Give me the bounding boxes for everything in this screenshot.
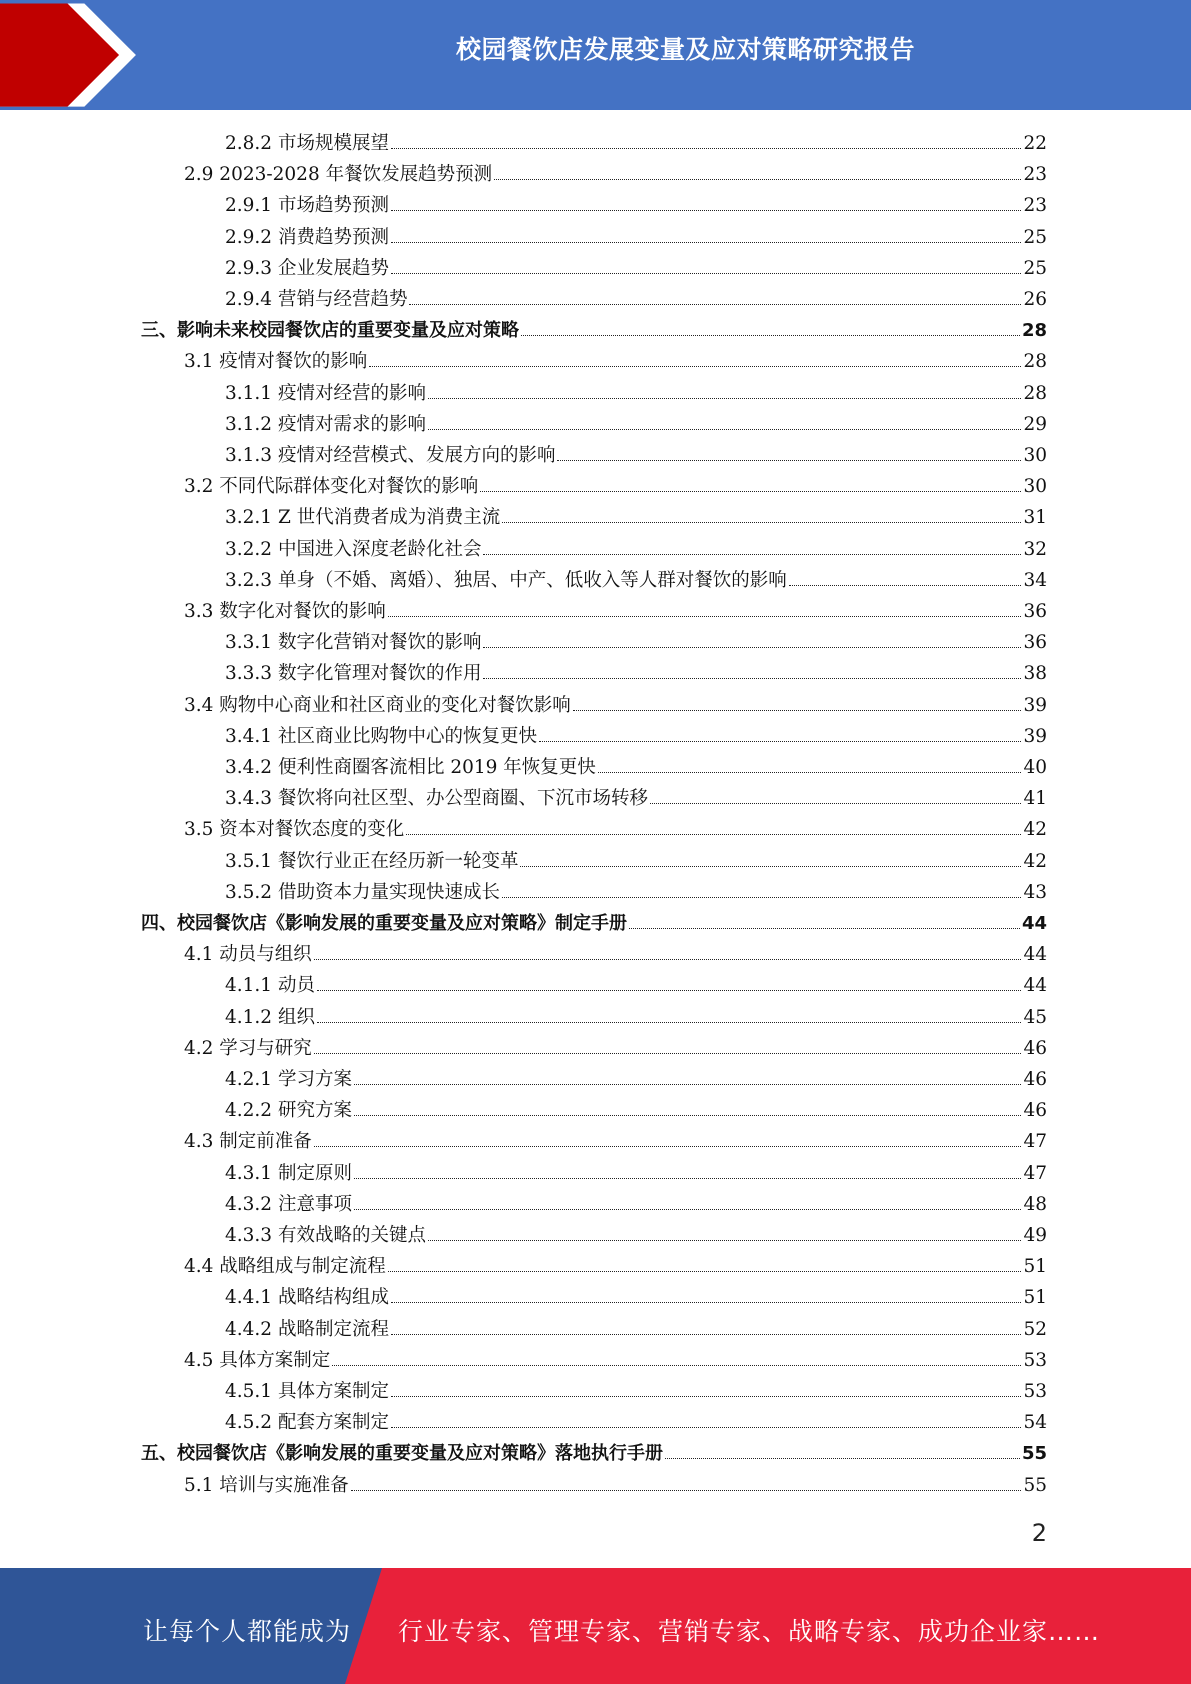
toc-entry-page: 45 <box>1023 1006 1047 1028</box>
toc-entry-label: 4.2.2 研究方案 <box>225 1100 352 1122</box>
toc-entry[interactable] <box>225 440 1047 471</box>
toc-entry[interactable] <box>184 346 1047 377</box>
toc-entry[interactable] <box>225 721 1047 752</box>
toc-entry[interactable] <box>225 1095 1047 1126</box>
toc-leader-dots <box>573 710 1022 711</box>
toc-leader-dots <box>483 678 1021 679</box>
toc-entry-label: 3.5.2 借助资本力量实现快速成长 <box>225 881 500 903</box>
footer-slogan-left: 让每个人都能成为 <box>143 1617 352 1646</box>
toc-entry[interactable] <box>184 1251 1047 1282</box>
toc-entry[interactable] <box>225 1376 1047 1407</box>
toc-entry-page: 39 <box>1023 694 1047 716</box>
toc-entry-page: 55 <box>1023 1474 1047 1496</box>
toc-leader-dots <box>665 1458 1020 1459</box>
toc-leader-dots <box>391 273 1021 274</box>
toc-entry-page: 51 <box>1023 1287 1047 1309</box>
toc-entry-page: 47 <box>1023 1162 1047 1184</box>
toc-entry-label: 4.2 学习与研究 <box>184 1037 312 1059</box>
toc-leader-dots <box>317 1022 1022 1023</box>
toc-entry[interactable] <box>184 939 1047 970</box>
toc-entry-label: 3.3 数字化对餐饮的影响 <box>184 601 386 622</box>
toc-entry[interactable] <box>225 1189 1047 1220</box>
page-header <box>0 0 1191 110</box>
toc-entry-label: 3.3.3 数字化管理对餐饮的作用 <box>225 663 482 685</box>
toc-entry[interactable] <box>184 1033 1047 1064</box>
toc-leader-dots <box>557 460 1021 461</box>
toc-entry-page: 46 <box>1023 1037 1047 1059</box>
toc-entry-label: 5.1 培训与实施准备 <box>184 1474 349 1496</box>
toc-entry-page: 32 <box>1023 538 1047 560</box>
toc-entry-label: 3.3.1 数字化营销对餐饮的影响 <box>225 632 482 654</box>
toc-entry-label: 4.4.1 战略结构组成 <box>225 1287 389 1309</box>
toc-entry-page: 25 <box>1023 257 1047 279</box>
toc-entry-page: 30 <box>1023 476 1047 498</box>
toc-leader-dots <box>428 429 1021 430</box>
toc-entry-label: 2.9 2023-2028 年餐饮发展趋势预测 <box>184 164 493 186</box>
toc-entry-page: 47 <box>1023 1131 1047 1153</box>
toc-leader-dots <box>354 1084 1022 1085</box>
toc-entry-page: 55 <box>1021 1443 1047 1465</box>
toc-entry-label: 三、影响未来校园餐饮店的重要变量及应对策略 <box>141 320 519 342</box>
toc-entry[interactable] <box>225 128 1047 159</box>
toc-entry-label: 3.1.2 疫情对需求的影响 <box>225 413 426 435</box>
toc-leader-dots <box>391 1427 1021 1428</box>
toc-leader-dots <box>391 242 1021 243</box>
toc-leader-dots <box>351 1490 1022 1491</box>
toc-entry-page: 36 <box>1023 601 1047 622</box>
toc-entry-page: 31 <box>1023 507 1047 529</box>
toc-entry[interactable] <box>225 846 1047 877</box>
toc-entry-label: 3.4.1 社区商业比购物中心的恢复更快 <box>225 725 537 747</box>
toc-entry-page: 23 <box>1023 164 1047 186</box>
toc-entry-page: 43 <box>1023 881 1047 903</box>
toc-entry[interactable] <box>184 1126 1047 1157</box>
toc-entry[interactable] <box>184 690 1047 721</box>
page-number: 2 <box>1031 1519 1047 1547</box>
toc-entry[interactable] <box>225 378 1047 409</box>
toc-entry-label: 4.1.1 动员 <box>225 975 315 997</box>
toc-leader-dots <box>539 741 1021 742</box>
header-arrow-decoration <box>0 0 150 110</box>
toc-entry-page: 28 <box>1023 382 1047 404</box>
toc-leader-dots <box>789 585 1022 586</box>
toc-leader-dots <box>406 834 1021 835</box>
toc-entry-page: 42 <box>1023 850 1047 872</box>
toc-entry-page: 44 <box>1021 913 1047 934</box>
toc-entry[interactable] <box>225 222 1047 253</box>
toc-entry-page: 26 <box>1023 289 1047 310</box>
toc-entry-label: 4.5.2 配套方案制定 <box>225 1412 389 1434</box>
toc-entry[interactable] <box>184 159 1047 190</box>
toc-entry-label: 五、校园餐饮店《影响发展的重要变量及应对策略》落地执行手册 <box>141 1443 663 1465</box>
toc-entry[interactable] <box>225 565 1047 596</box>
footer-slogan-right: 行业专家、管理专家、营销专家、战略专家、成功企业家…… <box>398 1617 1101 1646</box>
toc-entry-label: 4.5 具体方案制定 <box>184 1349 331 1371</box>
toc-entry[interactable] <box>184 471 1047 502</box>
toc-entry-label: 2.8.2 市场规模展望 <box>225 133 389 154</box>
toc-entry-label: 3.2.2 中国进入深度老龄化社会 <box>225 538 482 560</box>
toc-entry-page: 40 <box>1023 757 1047 778</box>
toc-entry-label: 2.9.3 企业发展趋势 <box>225 257 389 279</box>
toc-leader-dots <box>354 1115 1022 1116</box>
toc-leader-dots <box>480 491 1021 492</box>
toc-leader-dots <box>388 616 1022 617</box>
toc-entry[interactable] <box>225 409 1047 440</box>
toc-entry-label: 4.2.1 学习方案 <box>225 1069 352 1090</box>
toc-entry-label: 2.9.2 消费趋势预测 <box>225 226 389 248</box>
toc-leader-dots <box>391 1396 1021 1397</box>
toc-leader-dots <box>521 335 1020 336</box>
toc-leader-dots <box>369 366 1021 367</box>
toc-entry-label: 3.1.1 疫情对经营的影响 <box>225 382 426 404</box>
toc-entry-label: 2.9.1 市场趋势预测 <box>225 195 389 217</box>
toc-entry[interactable] <box>184 596 1047 627</box>
toc-entry[interactable] <box>225 627 1047 658</box>
toc-entry[interactable] <box>225 1064 1047 1095</box>
toc-entry-label: 2.9.4 营销与经营趋势 <box>225 289 408 310</box>
toc-entry[interactable] <box>225 1002 1047 1033</box>
toc-entry[interactable] <box>225 783 1047 814</box>
toc-leader-dots <box>332 1365 1021 1366</box>
toc-leader-dots <box>314 1146 1022 1147</box>
toc-entry[interactable] <box>225 1220 1047 1251</box>
toc-entry-label: 3.1 疫情对餐饮的影响 <box>184 351 368 373</box>
toc-entry-page: 49 <box>1023 1225 1047 1246</box>
toc-entry-page: 23 <box>1023 195 1047 217</box>
toc-leader-dots <box>520 866 1021 867</box>
toc-entry-label: 3.2.3 单身（不婚、离婚）、独居、中产、低收入等人群对餐饮的影响 <box>225 569 787 591</box>
toc-entry-page: 39 <box>1023 725 1047 747</box>
toc-entry-label: 4.3.1 制定原则 <box>225 1162 352 1184</box>
toc-entry[interactable] <box>225 877 1047 908</box>
toc-leader-dots <box>502 897 1021 898</box>
toc-entry-label: 4.4.2 战略制定流程 <box>225 1318 389 1340</box>
toc-entry-page: 25 <box>1023 226 1047 248</box>
toc-entry[interactable] <box>225 534 1047 565</box>
toc-entry-page: 22 <box>1023 133 1047 154</box>
toc-entry[interactable] <box>141 908 1047 939</box>
toc-entry-label: 3.4 购物中心商业和社区商业的变化对餐饮影响 <box>184 694 571 716</box>
toc-leader-dots <box>650 803 1021 804</box>
document-title: 校园餐饮店发展变量及应对策略研究报告 <box>455 35 915 64</box>
toc-entry-page: 34 <box>1023 569 1047 591</box>
toc-entry[interactable] <box>225 970 1047 1001</box>
toc-leader-dots <box>388 1271 1022 1272</box>
toc-leader-dots <box>354 1178 1022 1179</box>
toc-entry[interactable] <box>184 814 1047 845</box>
toc-entry-page: 42 <box>1023 819 1047 841</box>
toc-entry-label: 4.3 制定前准备 <box>184 1131 312 1153</box>
toc-leader-dots <box>428 398 1021 399</box>
toc-entry[interactable] <box>225 1282 1047 1313</box>
toc-leader-dots <box>391 1302 1021 1303</box>
toc-entry-label: 4.5.1 具体方案制定 <box>225 1381 389 1402</box>
toc-leader-dots <box>494 179 1021 180</box>
toc-entry[interactable] <box>225 253 1047 284</box>
toc-entry-label: 3.2 不同代际群体变化对餐饮的影响 <box>184 476 479 498</box>
toc-leader-dots <box>598 772 1022 773</box>
toc-entry-label: 3.4.3 餐饮将向社区型、办公型商圈、下沉市场转移 <box>225 788 648 810</box>
toc-leader-dots <box>314 1053 1022 1054</box>
toc-leader-dots <box>483 554 1021 555</box>
toc-entry[interactable] <box>225 190 1047 221</box>
toc-leader-dots <box>354 1209 1022 1210</box>
toc-entry-page: 53 <box>1023 1349 1047 1371</box>
toc-entry-page: 28 <box>1021 320 1047 342</box>
toc-entry-page: 51 <box>1023 1256 1047 1278</box>
toc-entry[interactable] <box>225 284 1047 315</box>
toc-entry[interactable] <box>141 315 1047 346</box>
toc-entry[interactable] <box>225 1158 1047 1189</box>
toc-entry[interactable] <box>225 1314 1047 1345</box>
toc-entry-page: 54 <box>1023 1412 1047 1434</box>
toc-entry-page: 28 <box>1023 351 1047 373</box>
toc-entry-label: 3.5 资本对餐饮态度的变化 <box>184 819 405 841</box>
toc-entry[interactable] <box>225 502 1047 533</box>
toc-entry-label: 4.4 战略组成与制定流程 <box>184 1256 386 1278</box>
toc-leader-dots <box>629 928 1020 929</box>
toc-entry[interactable] <box>225 1407 1047 1438</box>
toc-entry-label: 3.2.1 Z 世代消费者成为消费主流 <box>225 507 501 529</box>
toc-leader-dots <box>314 959 1022 960</box>
toc-entry-label: 四、校园餐饮店《影响发展的重要变量及应对策略》制定手册 <box>141 913 627 934</box>
toc-entry-label: 3.4.2 便利性商圈客流相比 2019 年恢复更快 <box>225 757 596 778</box>
toc-entry[interactable] <box>184 1470 1047 1501</box>
toc-entry-page: 30 <box>1023 445 1047 466</box>
toc-leader-dots <box>391 148 1021 149</box>
toc-leader-dots <box>502 522 1021 523</box>
toc-leader-dots <box>391 210 1021 211</box>
toc-entry-page: 46 <box>1023 1069 1047 1090</box>
toc-leader-dots <box>391 1334 1021 1335</box>
toc-entry-label: 3.5.1 餐饮行业正在经历新一轮变革 <box>225 850 519 872</box>
toc-leader-dots <box>483 647 1021 648</box>
toc-entry-page: 48 <box>1023 1193 1047 1215</box>
toc-entry-page: 29 <box>1023 413 1047 435</box>
toc-entry-label: 3.1.3 疫情对经营模式、发展方向的影响 <box>225 445 556 466</box>
toc-entry-page: 52 <box>1023 1318 1047 1340</box>
toc-entry-label: 4.1 动员与组织 <box>184 944 312 966</box>
toc-entry-page: 41 <box>1023 788 1047 810</box>
page-footer <box>0 1568 1191 1684</box>
toc-leader-dots <box>409 304 1021 305</box>
toc-entry[interactable] <box>184 1345 1047 1376</box>
toc-entry-page: 38 <box>1023 663 1047 685</box>
toc-entry[interactable] <box>141 1438 1047 1469</box>
toc-entry[interactable] <box>225 658 1047 689</box>
toc-entry-label: 4.1.2 组织 <box>225 1006 315 1028</box>
toc-entry-label: 4.3.3 有效战略的关键点 <box>225 1225 426 1246</box>
toc-entry-page: 53 <box>1023 1381 1047 1402</box>
toc-leader-dots <box>428 1240 1021 1241</box>
toc-leader-dots <box>317 990 1022 991</box>
toc-entry[interactable] <box>225 752 1047 783</box>
toc-entry-page: 44 <box>1023 944 1047 966</box>
toc-entry-page: 36 <box>1023 632 1047 654</box>
toc-entry-page: 44 <box>1023 975 1047 997</box>
toc-entry-page: 46 <box>1023 1100 1047 1122</box>
toc-entry-label: 4.3.2 注意事项 <box>225 1193 352 1215</box>
